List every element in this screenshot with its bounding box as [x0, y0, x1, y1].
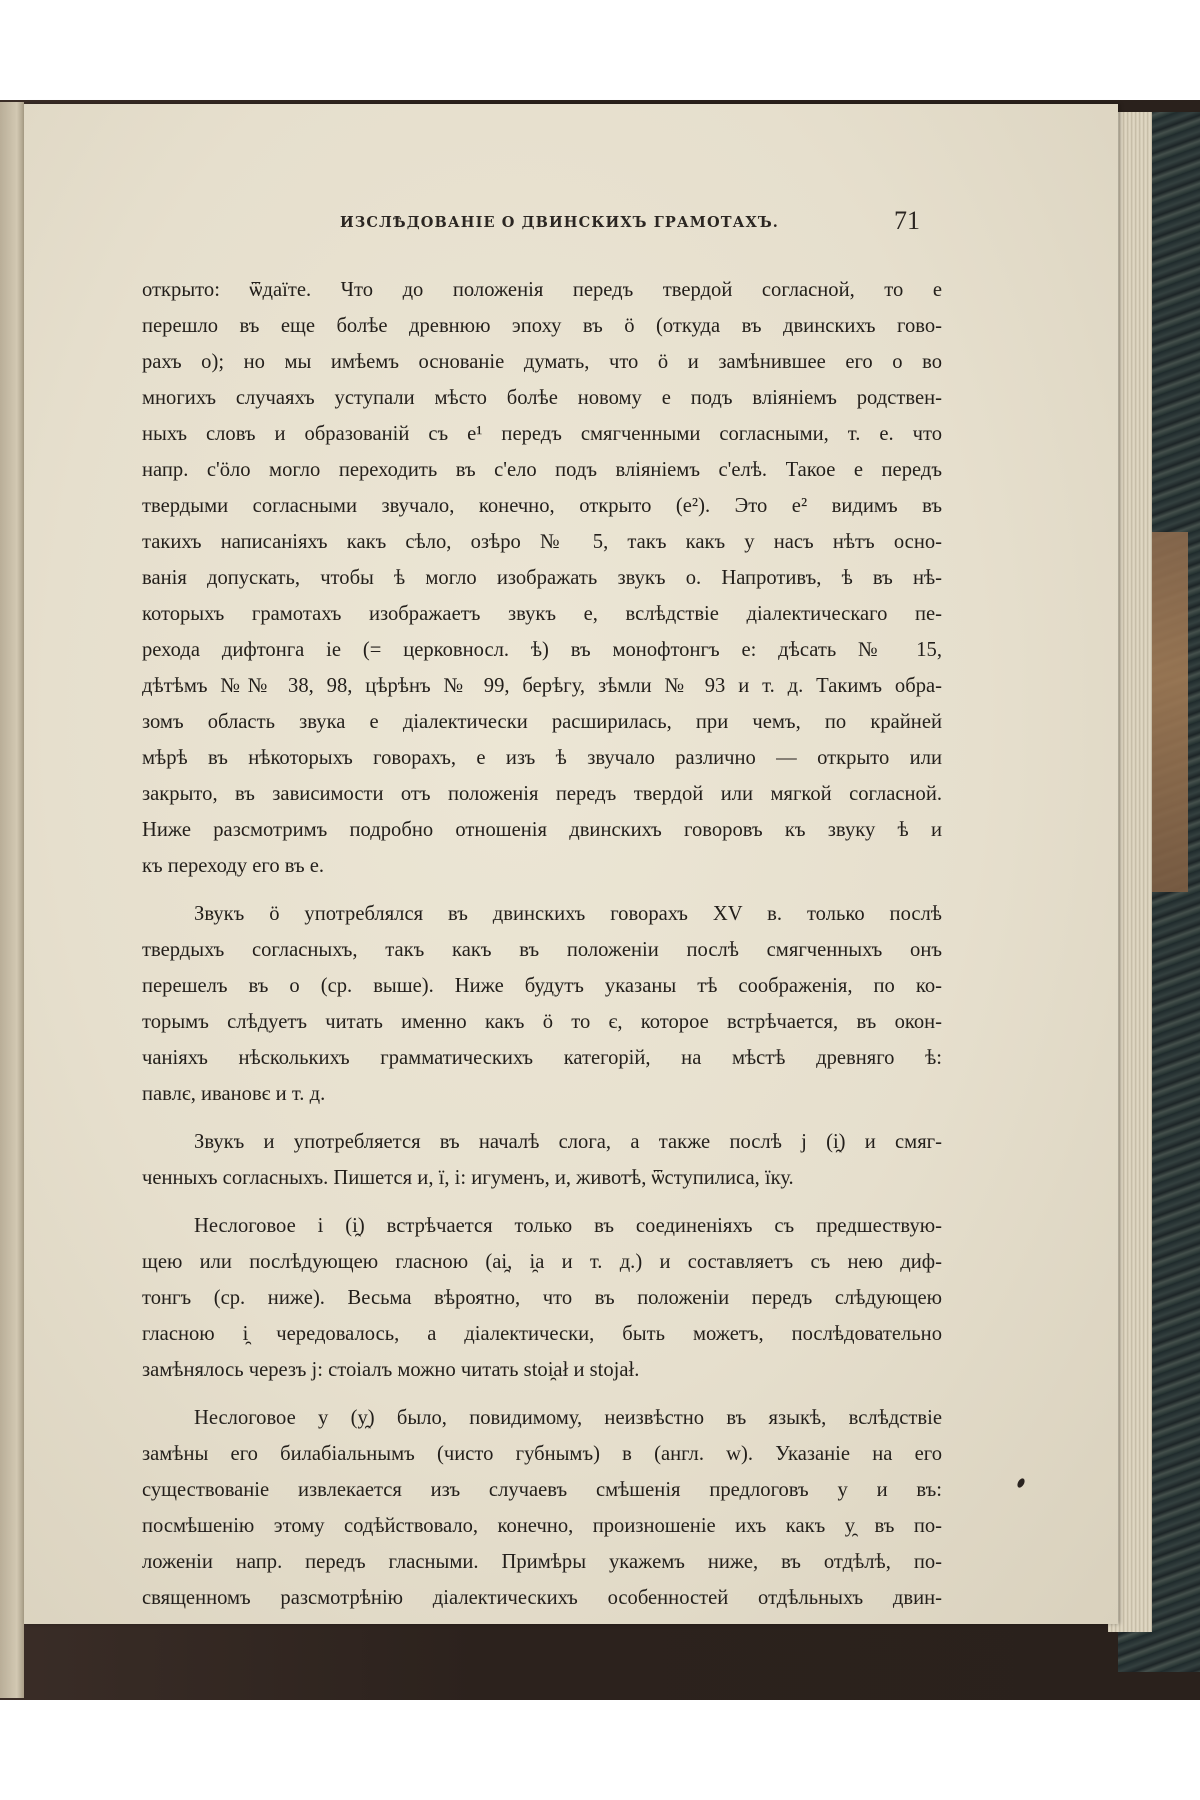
text-line: открыто: ѿдаїте. Что до положенія передъ твердой согласной, то е: [142, 279, 942, 301]
paragraph: [142, 1400, 942, 1616]
text-line: посмѣшенію этому содѣйствовало, конечно, произношеніе ихъ какъ у̯ въ по-: [142, 1515, 942, 1537]
ink-speck: [1016, 1477, 1026, 1489]
text-line: многихъ случаяхъ уступали мѣсто болѣе новому е подъ вліяніемъ родствен-: [142, 387, 942, 409]
text-line: Звукъ ö употреблялся въ двинскихъ говорахъ XV в. только послѣ: [194, 903, 942, 925]
text-line: замѣны его билабіальнымъ (чисто губнымъ) в (англ. w). Указаніе на его: [142, 1443, 942, 1465]
text-line: щею или послѣдующею гласною (аі̯, і̯а и т. д.) и составляетъ съ нею диф-: [142, 1251, 942, 1273]
text-line: напр. с'öло могло переходить въ с'ело подъ вліяніемъ с'елѣ. Такое е передъ: [142, 459, 942, 481]
text-line: ченныхъ согласныхъ. Пишется и, ї, і: игуменъ, и, животѣ, ѿступилиса, їку.: [142, 1167, 794, 1189]
text-line: рахъ о); но мы имѣемъ основаніе думать, что ö и замѣнившее его о во: [142, 351, 942, 373]
text-line: Неслоговое і (і̯) встрѣчается только въ соединеніяхъ съ предшествую-: [194, 1215, 942, 1237]
text-line: тонгъ (ср. ниже). Весьма вѣроятно, что въ положеніи передъ слѣдующею: [142, 1287, 942, 1309]
paragraph: [142, 896, 942, 1112]
text-line: твердыми согласными звучало, конечно, открыто (е²). Это е² видимъ въ: [142, 495, 942, 517]
text-line: къ переходу его въ е.: [142, 855, 325, 877]
paragraph: [142, 1124, 942, 1196]
running-title: ИЗСЛѢДОВАНІЕ О ДВИНСКИХЪ ГРАМОТАХЪ.: [340, 214, 779, 231]
text-line: дѣтѣмъ №№ 38, 98, цѣрѣнъ № 99, берѣгу, зѣмли № 93 и т. д. Такимъ обра-: [142, 675, 942, 697]
page-number: 71: [894, 206, 920, 235]
text-line: такихъ написаніяхъ какъ сѣло, озѣро № 5, такъ какъ у насъ нѣтъ осно-: [142, 531, 942, 553]
text-line: которыхъ грамотахъ изображаетъ звукъ е, вслѣдствіе діалектическаго пе-: [142, 603, 942, 625]
text-line: рехода дифтонга іе (= церковносл. ѣ) въ монофтонгъ е: дѣсать № 15,: [142, 639, 942, 661]
text-line: торымъ слѣдуетъ читать именно какъ ö то є, которое встрѣчается, въ окон-: [142, 1011, 942, 1033]
text-line: павлє, ивановє и т. д.: [142, 1083, 326, 1105]
left-page-edge: [0, 102, 24, 1698]
text-line: перешло въ еще болѣе древнюю эпоху въ ö (откуда въ двинскихъ гово-: [142, 315, 942, 337]
paragraph: [142, 1208, 942, 1388]
text-line: гласною і̯ чередовалось, а діалектически, быть можетъ, послѣдовательно: [142, 1323, 942, 1345]
text-line: Звукъ и употребляется въ началѣ слога, а также послѣ j (і̯) и смяг-: [194, 1131, 942, 1153]
text-line: перешелъ въ о (ср. выше). Ниже будутъ указаны тѣ соображенія, по ко-: [142, 975, 942, 997]
book-page: [24, 104, 1118, 1624]
text-line: твердыхъ согласныхъ, такъ какъ въ положеніи послѣ смягченныхъ онъ: [142, 939, 942, 961]
text-line: чаніяхъ нѣсколькихъ грамматическихъ категорій, на мѣстѣ древняго ѣ:: [142, 1047, 942, 1069]
text-line: ванія допускать, чтобы ѣ могло изображать звукъ о. Напротивъ, ѣ въ нѣ-: [142, 567, 942, 589]
text-line: закрыто, въ зависимости отъ положенія передъ твердой или мягкой согласной.: [142, 783, 942, 805]
text-line: замѣнялось черезъ j: стоіалъ можно читать stoі̯ał и stojał.: [142, 1359, 640, 1381]
text-line: существованіе извлекается изъ случаевъ смѣшенія предлоговъ у и въ:: [142, 1479, 942, 1501]
cover-worn-patch: [1148, 532, 1188, 892]
text-line: ложеніи напр. передъ гласными. Примѣры укажемъ ниже, въ отдѣлѣ, по-: [142, 1551, 942, 1573]
body-text: [142, 272, 942, 1616]
text-line: зомъ область звука е діалектически расширилась, при чемъ, по крайней: [142, 711, 942, 733]
paragraph: [142, 272, 942, 884]
text-line: Ниже разсмотримъ подробно отношенія двинскихъ говоровъ къ звуку ѣ и: [142, 819, 942, 841]
text-line: мѣрѣ въ нѣкоторыхъ говорахъ, е изъ ѣ звучало различно — открыто или: [142, 747, 942, 769]
text-line: ныхъ словъ и образованій съ е¹ передъ смягченными согласными, т. е. что: [142, 423, 942, 445]
text-line: Неслоговое у (у̯) было, повидимому, неизвѣстно въ языкѣ, вслѣдствіе: [194, 1407, 942, 1429]
text-line: священномъ разсмотрѣнію діалектическихъ особенностей отдѣльныхъ двин-: [142, 1587, 942, 1609]
